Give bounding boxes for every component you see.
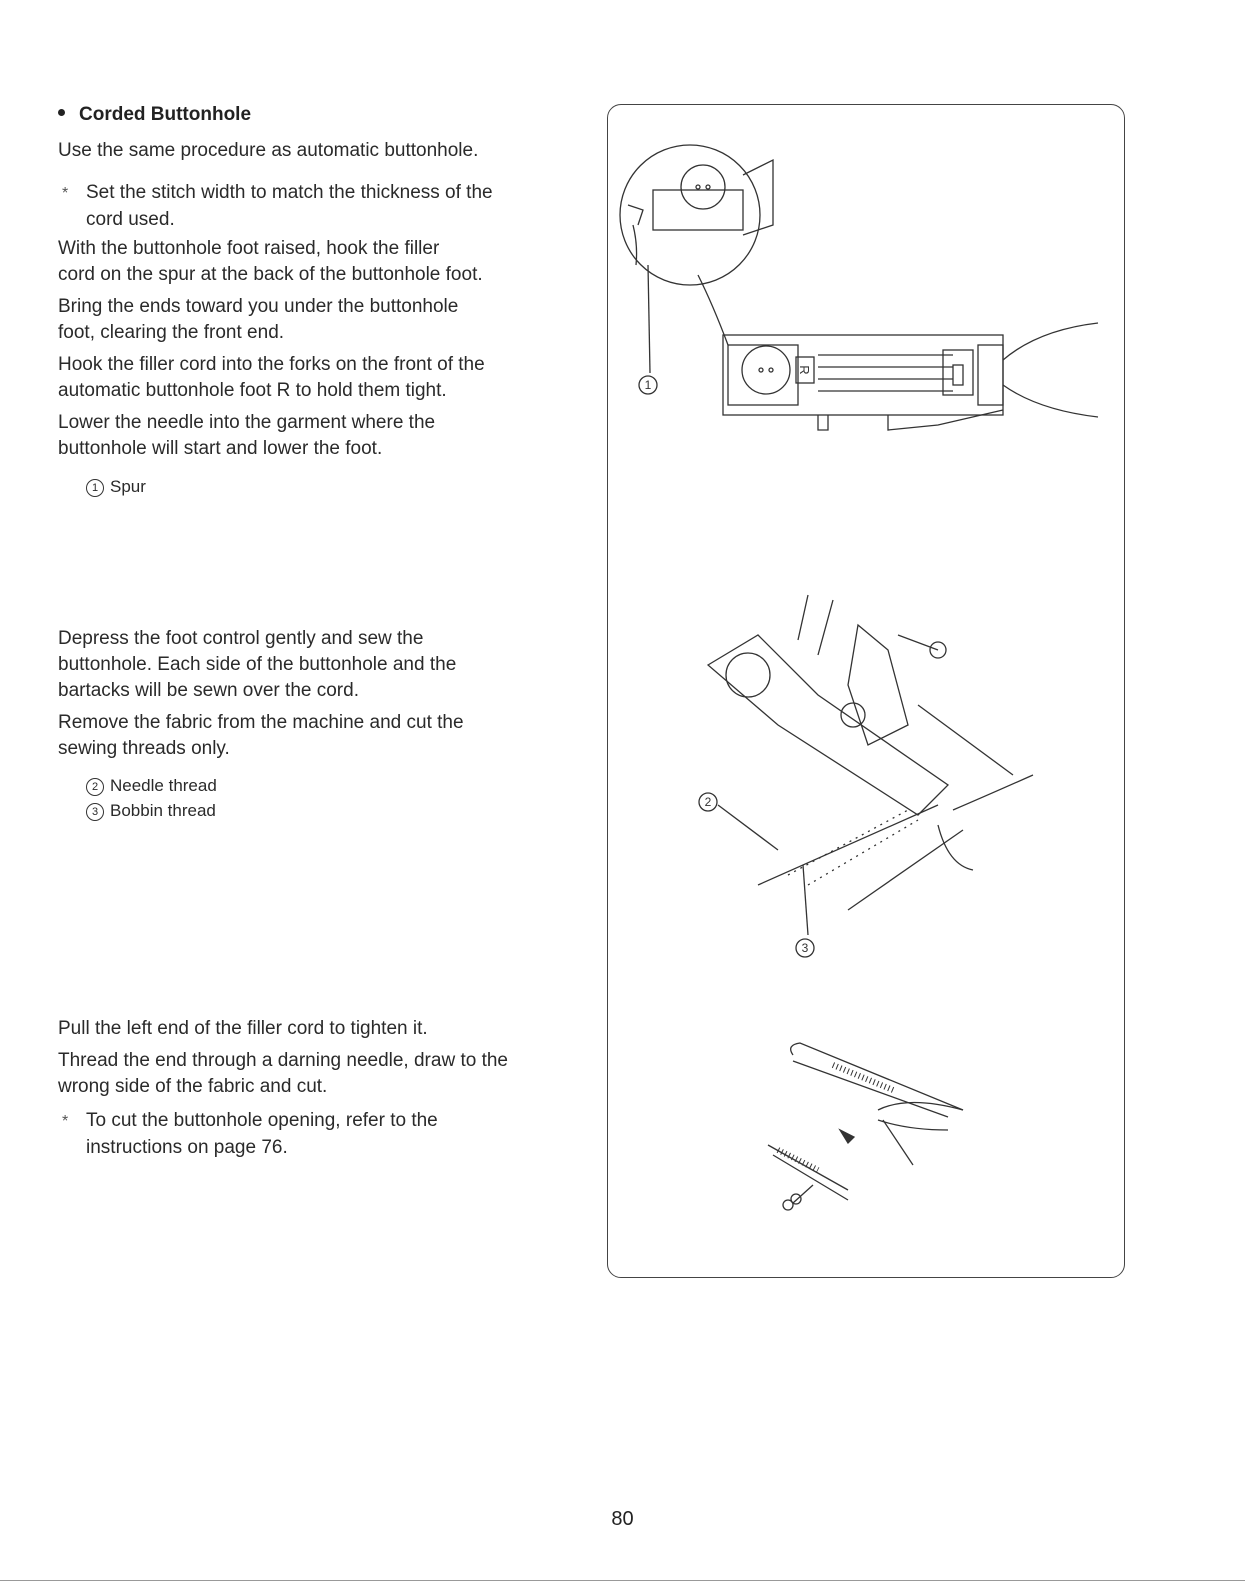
intro-paragraph: Use the same procedure as automatic buttonhole.	[58, 140, 479, 161]
callout-number: 3	[86, 803, 104, 821]
foot-letter-r: R	[797, 365, 812, 375]
hook-paragraph: With the buttonhole foot raised, hook the filler cord on the spur at the back of the buttonhole foot.	[58, 238, 483, 285]
bottom-divider	[0, 1580, 1245, 1581]
spur-detail-magnifier	[620, 145, 773, 373]
page-number: 80	[611, 1508, 634, 1530]
remove-fabric-paragraph: Remove the fabric from the machine and cut the sewing threads only.	[58, 712, 464, 759]
callout-2: 2	[704, 795, 712, 809]
asterisk-icon: *	[62, 185, 69, 202]
darning-paragraph: Thread the end through a darning needle, draw to the wrong side of the fabric and cut.	[58, 1050, 508, 1097]
bullet-icon	[58, 109, 65, 116]
forks-paragraph: Hook the filler cord into the forks on the front of the automatic buttonhole foot R to hold them tight.	[58, 354, 485, 401]
asterisk-icon: *	[62, 1113, 69, 1130]
cut-opening-note: * To cut the buttonhole opening, refer to the instructions on page 76.	[62, 1110, 438, 1158]
lower-needle-paragraph: Lower the needle into the garment where the buttonhole will start and lower the foot.	[58, 412, 436, 459]
legend-spur: 1 Spur	[86, 474, 146, 499]
illustration-panel	[607, 104, 1125, 1278]
buttonhole-foot-top-view	[723, 323, 1098, 430]
callout-1: 1	[644, 378, 652, 392]
legend-needle-thread: 2 Needle thread	[86, 773, 217, 798]
darning-needle-illustration	[768, 1043, 963, 1210]
sew-paragraph: Depress the foot control gently and sew the buttonhole. Each side of the buttonhole and the bartacks will be sewn over the cord.	[58, 628, 457, 701]
legend-bobbin-thread: 3 Bobbin thread	[86, 798, 217, 823]
section-heading	[58, 104, 251, 126]
pull-cord-paragraph: Pull the left end of the filler cord to tighten it.	[58, 1018, 428, 1039]
callout-3: 3	[801, 941, 809, 955]
legend-threads	[86, 773, 217, 823]
bring-ends-paragraph: Bring the ends toward you under the buttonhole foot, clearing the front end.	[58, 296, 459, 343]
callout-number: 1	[86, 479, 104, 497]
heading-text: Corded Buttonhole	[79, 104, 252, 125]
callout-number: 2	[86, 778, 104, 796]
illustrations-svg	[608, 105, 1126, 1279]
stitch-width-note: * Set the stitch width to match the thickness of the cord used.	[62, 182, 493, 230]
sewing-foot-perspective	[708, 595, 1033, 935]
